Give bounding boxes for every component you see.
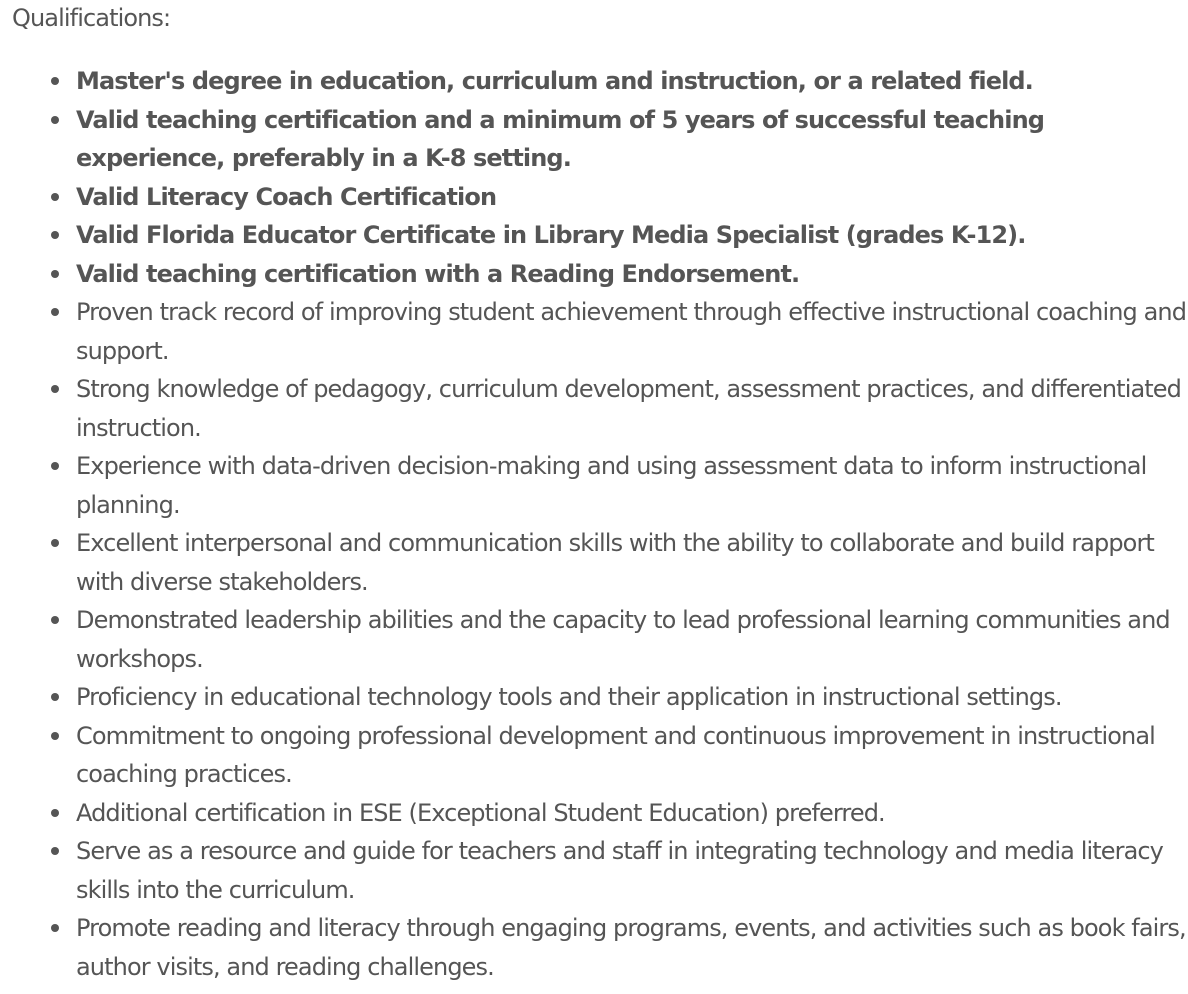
list-item: Demonstrated leadership abilities and the capacity to lead professional learning communities and workshops. <box>76 601 1188 678</box>
list-item: Valid Literacy Coach Certification <box>76 178 1188 217</box>
list-item: Serve as a resource and guide for teachers and staff in integrating technology and media literacy skills into the curriculum. <box>76 832 1188 909</box>
list-item: Excellent interpersonal and communication skills with the ability to collaborate and build rapport with diverse stakeholders. <box>76 524 1188 601</box>
list-item: Valid teaching certification with a Reading Endorsement. <box>76 255 1188 294</box>
list-item: Proficiency in educational technology tools and their application in instructional settings. <box>76 678 1188 717</box>
list-item: Promote reading and literacy through engaging programs, events, and activities such as book fairs, author visits, and reading challenges. <box>76 909 1188 986</box>
list-item: Additional certification in ESE (Exceptional Student Education) preferred. <box>76 794 1188 833</box>
list-item: Valid teaching certification and a minimum of 5 years of successful teaching experience, preferably in a K-8 setting. <box>76 101 1188 178</box>
section-heading: Qualifications: <box>12 4 171 32</box>
list-item: Valid Florida Educator Certificate in Library Media Specialist (grades K-12). <box>76 216 1188 255</box>
list-item: Strong knowledge of pedagogy, curriculum development, assessment practices, and differentiated instruction. <box>76 370 1188 447</box>
list-item: Proven track record of improving student achievement through effective instructional coaching and support. <box>76 293 1188 370</box>
list-item: Commitment to ongoing professional development and continuous improvement in instructional coaching practices. <box>76 717 1188 794</box>
qualifications-list <box>0 62 1188 986</box>
list-item: Experience with data-driven decision-making and using assessment data to inform instructional planning. <box>76 447 1188 524</box>
list-item: Master's degree in education, curriculum and instruction, or a related field. <box>76 62 1188 101</box>
